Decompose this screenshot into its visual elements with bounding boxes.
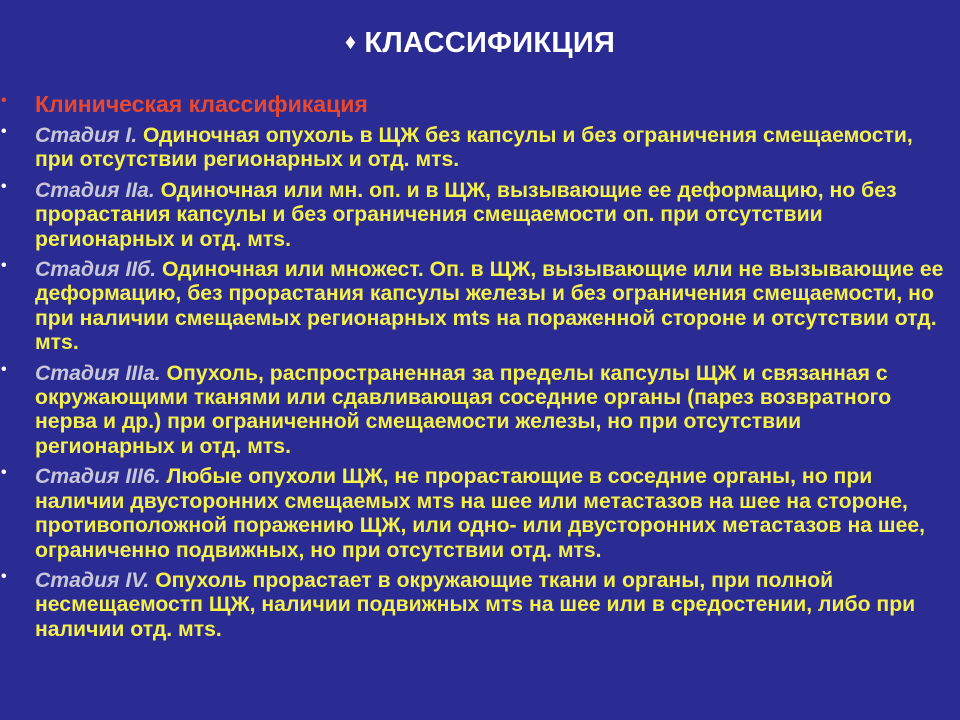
stage-name: Стадия III6. bbox=[35, 465, 161, 489]
stage-item-3a bbox=[0, 362, 960, 460]
slide-title-text: КЛАССИФИКЦИЯ bbox=[364, 27, 616, 59]
diamond-bullet-icon: ♦ bbox=[344, 29, 357, 54]
bullet-icon: • bbox=[1, 567, 7, 585]
bullet-icon: • bbox=[1, 360, 7, 378]
stage-description: Опухоль, распространенная за пределы капсулы ЩЖ и связанная с окружающими тканями или сдавливающая соседние органы (парез возвратного нерва и др.) при ограниченной смещаемости железы, но при отсутствии регионарных и отд. мтs. bbox=[35, 361, 892, 458]
bullet-icon: • bbox=[1, 464, 7, 482]
stage-description: Одиночная или мн. оп. и в ЩЖ, вызывающие ее деформацию, но без прорастания капсулы и без ограничения смещаемости оп. при отсутствии регионарных и отд. мтs. bbox=[35, 178, 897, 251]
bullet-icon: • bbox=[1, 123, 7, 140]
classification-list bbox=[0, 93, 960, 648]
stage-description: Одиночная или множест. Оп. в ЩЖ, вызывающие или не вызывающие ее деформацию, без прорастания капсулы железы и без ограничения смещаемости, но при наличии смещаемых регионарных mts на пораженной стороне и отсутствии отд. мтs. bbox=[35, 258, 944, 355]
stage-item-2b bbox=[0, 258, 960, 356]
stage-name: Стадия IIIa. bbox=[35, 361, 161, 385]
stage-item-3b bbox=[0, 465, 960, 563]
stage-name: Стадия IIa. bbox=[35, 178, 155, 202]
stage-name: Стадия IV. bbox=[35, 568, 150, 592]
stage-item-1 bbox=[0, 124, 960, 173]
stage-name: Стадия IIб. bbox=[35, 258, 157, 282]
stage-description: Любые опухоли ЩЖ, не прорастающие в соседние органы, но при наличии двусторонних смещаемых мтs на шее или метастазов на шее на стороне, противоположной поражению ЩЖ, или одно- или двусторонних метастазов на шее, ограниченно подвижных, но при отсутствии отд. мтs. bbox=[35, 465, 926, 562]
bullet-icon: • bbox=[1, 177, 7, 195]
stage-item-2a bbox=[0, 179, 960, 252]
stage-description: Одиночная опухоль в ЩЖ без капсулы и без ограничения смещаемости, при отсутствии регионарных и отд. мтs. bbox=[35, 124, 913, 172]
stage-item-4 bbox=[0, 569, 960, 642]
section-heading bbox=[0, 93, 960, 116]
bullet-icon: • bbox=[1, 92, 7, 109]
stage-name: Стадия I. bbox=[35, 124, 138, 147]
stage-description: Опухоль прорастает в окружающие ткани и органы, при полной несмещаемостп ЩЖ, наличии подвижных мтs на шее или в средостении, либо при наличии отд. мтs. bbox=[35, 568, 916, 641]
slide-title bbox=[0, 27, 960, 60]
bullet-icon: • bbox=[1, 257, 7, 275]
section-heading-text: Клиническая классификация bbox=[35, 91, 368, 117]
